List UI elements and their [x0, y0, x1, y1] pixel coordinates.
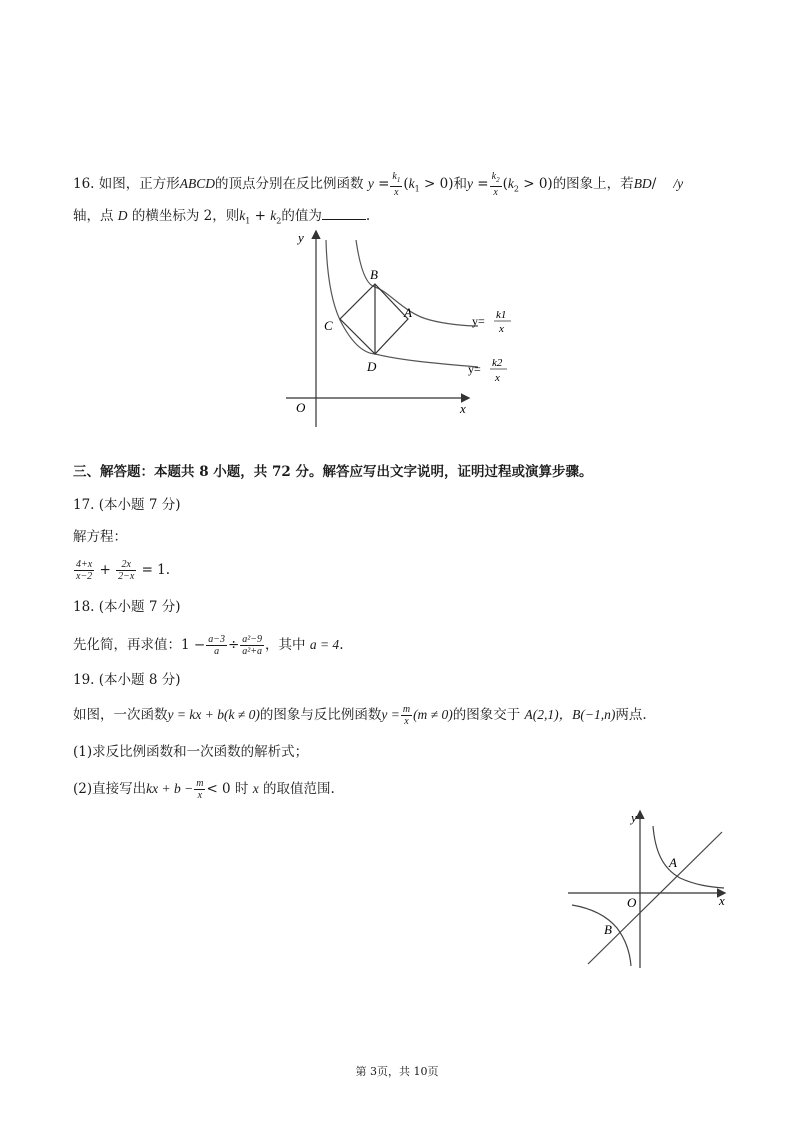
q19-header: 19. (本小题 8 分)	[73, 672, 181, 688]
q19-frac-m-x: $\frac{m}{x}$	[402, 704, 411, 727]
label-d: D	[367, 359, 377, 374]
hyperbola-branch-3	[572, 905, 631, 966]
q16-line1: 16. 如图，正方形ABCD的顶点分别在反比例函数 y = $\frac{k_1}{x}$ $(k_1 > 0)$和y = $\frac{k_2}{x}$ $(k_2 > 0)$的图象上，若BD/ /y	[73, 171, 684, 198]
svg-text:k2: k2	[492, 357, 503, 369]
q19-frac2-m-x: $\frac{m}{x}$	[196, 778, 204, 801]
q19-part1: (1)求反比例函数和一次函数的解析式；	[73, 744, 309, 760]
svg-text:k1: k1	[496, 309, 507, 321]
frac-k1-x: $\frac{k_1}{x}$	[392, 171, 401, 198]
q17-instruction: 解方程：	[73, 529, 127, 545]
square-name: ABCD	[179, 176, 216, 191]
label-a: A	[404, 305, 412, 320]
linear-function	[588, 832, 722, 964]
hyperbola-branch-1	[653, 826, 724, 888]
svg-text:y=: y=	[468, 362, 481, 376]
q17-frac2: $\frac{2x}{2-x}$	[118, 559, 135, 582]
q17-header: 17. (本小题 7 分)	[73, 497, 181, 513]
page-footer: 第 3页，共 10页	[355, 1065, 439, 1078]
label-o-2: O	[627, 895, 637, 910]
label-o: O	[296, 400, 306, 415]
q18-expression: 先化简，再求值：1 − $\frac{a-3}{a}$ ÷ $\frac{\text{a²−9}}{\text{a²+a}}$ ，其中 a = 4.	[73, 634, 344, 657]
svg-text:y=: y=	[472, 314, 485, 328]
label-c: C	[324, 318, 333, 333]
label-x-2: x	[719, 893, 725, 908]
label-a-2: A	[669, 855, 677, 870]
label-y-2: y	[631, 810, 637, 825]
frac-k2-x: $\frac{k_2}{x}$	[491, 171, 500, 198]
q18-frac2: $\frac{\text{a²−9}}{\text{a²+a}}$	[242, 634, 263, 657]
q18-frac1: $\frac{a-3}{a}$	[208, 634, 225, 657]
q19-part2: (2)直接写出kx + b − $\frac{m}{x}$ < 0 时 x 的取值范围.	[73, 778, 335, 801]
q17-frac1: $\frac{4+x}{x-2}$	[76, 559, 93, 582]
label-b: B	[370, 267, 378, 282]
q17-equation: $\frac{4+x}{x-2}$ + $\frac{2x}{2-x}$ = 1.	[76, 559, 171, 582]
svg-text:x: x	[495, 372, 500, 384]
section-3-title: 三、解答题：本题共 8 小题，共 72 分。解答应写出文字说明，证明过程或演算步骤。	[73, 464, 593, 480]
label-x: x	[460, 401, 466, 416]
label-b-2: B	[604, 922, 612, 937]
q16-line2: 轴，点 D 的横坐标为 2，则$k_1 + k_2$的值为 .	[73, 208, 371, 226]
label-y: y	[298, 230, 304, 245]
q19-statement: 如图，一次函数y = kx + b(k ≠ 0)的图象与反比例函数y = $\frac{m}{x}$ (m ≠ 0)的图象交于 A(2,1)，B(−1,n)两点.	[73, 704, 647, 727]
svg-text:x: x	[499, 323, 504, 335]
q18-header: 18. (本小题 7 分)	[73, 599, 181, 615]
